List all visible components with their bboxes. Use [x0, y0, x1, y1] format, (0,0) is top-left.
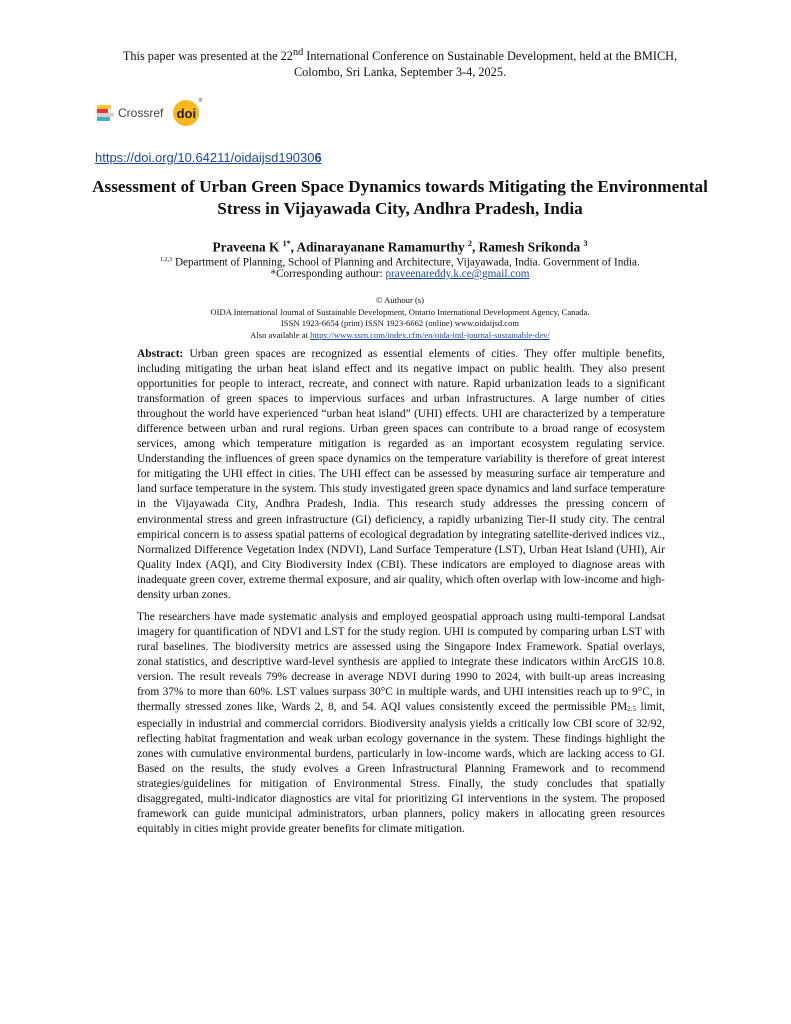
also-available-label: Also available at — [250, 329, 311, 340]
conference-note-text-2: International Conference on Sustainable Development, held at the BMICH, Colombo, Sri Lanka, September 3-4, 2025. — [293, 49, 678, 80]
abstract-paragraph-2 — [137, 610, 665, 838]
abstract-text-2b: limit, especially in industrial and commercial corridors. Biodiversity analysis yields a critically low CBI score of 32/92, reflecting habitat fragmentation and weak urban ecology governance in the system. These findings highlight the zones with cumulative environmental burdens, particularly in low-income wards, which are lacking access to GI. Based on the results, the study evolves a Green Infrastructural Planning Framework and to recommend strategies/guidelines for mitigation of Environmental Stress. Finally, the study concludes that spatially disaggregated, multi-indicator diagnostics are vital for prioritizing GI interventions in the system. The proposed framework can guide municipal administrators, urban planners, policy makers in allocating green resources equitably in cities might provide greater benefits for climate mitigation. — [137, 701, 665, 836]
journal-info — [120, 295, 680, 341]
author-separator: , — [471, 239, 479, 255]
abstract-text-2a: The researchers have made systematic analysis and employed geospatial approach using multi-temporal Landsat imagery for quantification of NDVI and LST for the study region. UHI is computed by comparing urban LST with rural baselines. The biodiversity metrics are assessed using the Singapore Index Framework. Spatial overlays, zonal statistics, and descriptive ward-level synthesis are applied to integrate these indicators within ArcGIS 10.8. version. The result reveals 79% decrease in average NDVI during 1990 to 2024, with built-up areas increasing from 37% to more than 60%. LST values surpass 30°C in multiple wards, and UHI intensities reach up to 9°C, in thermally stressed zones like, Wards 2, 8, and 54. AQI values consistently exceed the permissible PM — [137, 610, 665, 714]
author-separator: , — [290, 239, 297, 255]
conference-note-text: This paper was presented at the 22 — [122, 49, 293, 64]
author-name: Adinarayanane Ramamurthy — [296, 239, 465, 255]
abstract-text-1: Urban green spaces are recognized as essential elements of cities. They offer multiple benefits, including mitigating the urban heat island effect and its negative impact on public health. They also present opportunities for people to interact, recreate, and connect with nature. Rapid urbanization leads to a significant transformation of green spaces to impervious surfaces and urban infrastructures. A large number of cities throughout the world have experienced “urban heat island” (UHI) effects. UHI are characterized by a temperature difference between urban and rural regions. Urban green spaces can contribute to a broad range of ecosystem services, among which temperature mitigation is regarded as an important ecosystem regulating service. Understanding the influences of green space dynamics on the temperature variability is therefore of great interest for mitigating the UHI effect in cities. The UHI effect can be assessed by measuring surface air temperature and land surface temperature in the system. This study investigated green space dynamics and land surface temperature in the Vijayawada City, Andhra Pradesh, India. This research study addresses the pressing concern of environmental stress and green infrastructure (GI) deficiency, a rapidly urbanizing Tier-II study city. The central empirical concern is to assess spatial patterns of ecological degradation by integrating satellite-derived indices viz., Normalized Difference Vegetation Index (NDVI), Land Surface Temperature (LST), Urban Heat Island (UHI), Air Quality Index (AQI), and City Biodiversity Index (CBI). These indicators are employed to diagnose areas with inadequate green cover, extreme thermal exposure, and air quality, which often overlap with low-income and high-density urban zones. — [137, 348, 665, 601]
doi-registered-mark: ® — [198, 98, 203, 104]
paper-title: Assessment of Urban Green Space Dynamics towards Mitigating the Environmental Stress in Vijayawada City, Andhra Pradesh, India — [92, 177, 708, 218]
abstract-paragraph-1 — [137, 347, 665, 603]
corresponding-author — [100, 267, 700, 281]
copyright-line: © Authour (s) — [375, 295, 425, 305]
corresponding-email-link[interactable]: praveenareddy.k.ce@gmail.com — [385, 268, 530, 280]
doi-label: doi — [176, 105, 197, 121]
author-affil-sup: 2 — [467, 239, 472, 248]
crossref-icon — [97, 104, 115, 122]
issn-line: ISSN 1923-6654 (print) ISSN 1923-6662 (online) www.oidaijsd.com — [280, 318, 520, 328]
doi-logo[interactable] — [173, 98, 203, 126]
ssrn-link[interactable]: https://www.ssrn.com/index.cfm/en/oida-intl-journal-sustainable-dev/ — [310, 329, 550, 340]
author-name: Ramesh Srikonda — [478, 239, 581, 255]
corresponding-label: *Corresponding authour: — [270, 268, 386, 280]
affiliation-text: Department of Planning, School of Planning and Architecture, Vijayawada, India. Government of India. — [172, 256, 640, 269]
doi-link-main: https://doi.org/10.64211/oidaijsd19030 — [95, 150, 315, 165]
author-name: Praveena K — [212, 239, 280, 255]
abstract — [137, 347, 665, 838]
doi-link[interactable] — [95, 150, 322, 165]
author-affil-sup: 1* — [282, 239, 291, 248]
pm-subscript: 2.5 — [627, 705, 636, 714]
crossref-logo[interactable] — [97, 104, 163, 122]
doi-link-last: 6 — [314, 150, 322, 165]
abstract-label: Abstract: — [137, 348, 184, 360]
conference-note — [100, 45, 700, 80]
crossref-label: Crossref — [118, 106, 164, 120]
conference-note-sup: nd — [292, 47, 304, 58]
publisher-line: OIDA International Journal of Sustainable Development, Ontario International Development Agency, Canada. — [210, 306, 590, 317]
publisher-logos — [97, 98, 203, 126]
author-affil-sup: 3 — [583, 239, 588, 248]
affiliation-sup: 1,2,3 — [160, 257, 173, 263]
also-available-line — [120, 330, 680, 342]
